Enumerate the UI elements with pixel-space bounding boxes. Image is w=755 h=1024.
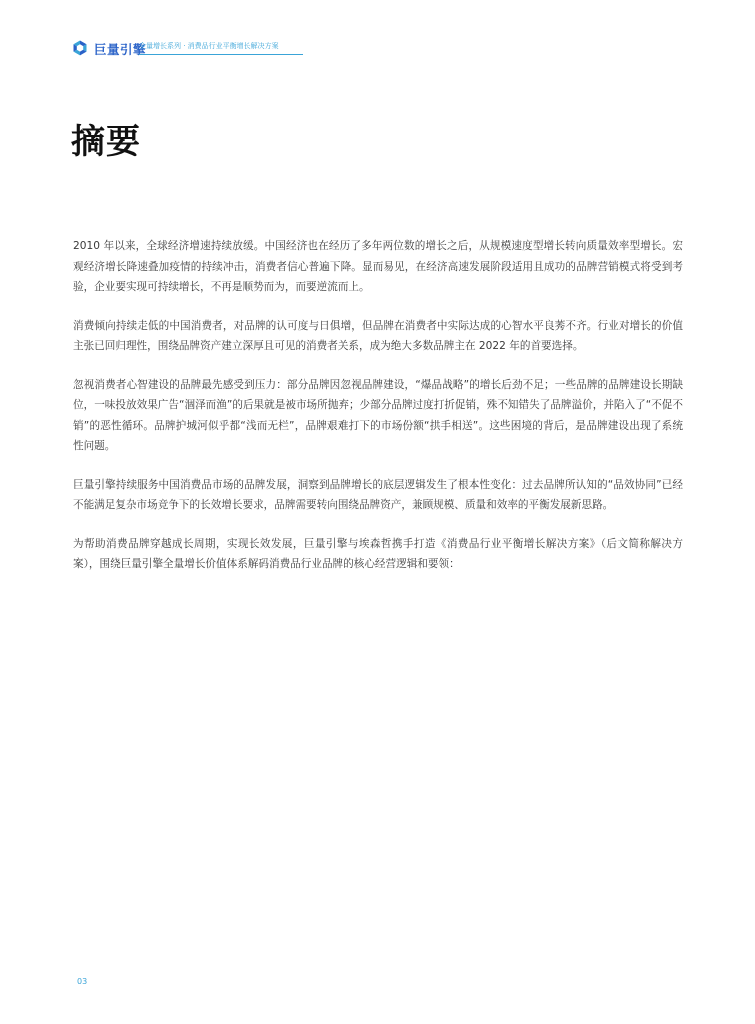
summary-paragraph: 2010 年以来，全球经济增速持续放缓。中国经济也在经历了多年两位数的增长之后，从规模速度型增长转向质量效率型增长。宏观经济增长降速叠加疫情的持续冲击，消费者信心普遍下降。显而易见，在经济高速发展阶段适用且成功的品牌营销模式将受到考验，企业要实现可持续增长，不再是顺势而为，而要逆流而上。	[73, 240, 683, 293]
summary-body	[73, 236, 683, 593]
brand-logo-icon	[70, 39, 90, 59]
brand-name: 巨量引擎	[94, 42, 147, 57]
page-header	[70, 38, 146, 60]
series-title: 全量增长系列 · 消费品行业平衡增长解决方案	[139, 41, 303, 55]
page-number: 03	[77, 977, 88, 986]
summary-paragraph: 消费倾向持续走低的中国消费者，对品牌的认可度与日俱增，但品牌在消费者中实际达成的心智水平良莠不齐。行业对增长的价值主张已回归理性，围绕品牌资产建立深厚且可见的消费者关系，成为绝大多数品牌主在 2022 年的首要选择。	[73, 319, 683, 352]
summary-paragraph: 巨量引擎持续服务中国消费品市场的品牌发展，洞察到品牌增长的底层逻辑发生了根本性变化：过去品牌所认知的“品效协同”已经不能满足复杂市场竞争下的长效增长要求，品牌需要转向围绕品牌资产，兼顾规模、质量和效率的平衡发展新思路。	[73, 478, 683, 511]
page-title: 摘要	[71, 122, 141, 162]
summary-paragraph: 为帮助消费品牌穿越成长周期，实现长效发展，巨量引擎与埃森哲携手打造《消费品行业平衡增长解决方案》（后文简称解决方案），围绕巨量引擎全量增长价值体系解码消费品行业品牌的核心经营逻辑和要领：	[73, 537, 683, 570]
summary-paragraph: 忽视消费者心智建设的品牌最先感受到压力：部分品牌因忽视品牌建设，“爆品战略”的增长后劲不足；一些品牌的品牌建设长期缺位，一味投放效果广告“涸泽而渔”的后果就是被市场所抛弃；少部分品牌过度打折促销，殊不知错失了品牌溢价，并陷入了“不促不销”的恶性循环。品牌护城河似乎都“浅而无栏”，品牌艰难打下的市场份额“拱手相送”。这些困境的背后，是品牌建设出现了系统性问题。	[73, 378, 683, 452]
